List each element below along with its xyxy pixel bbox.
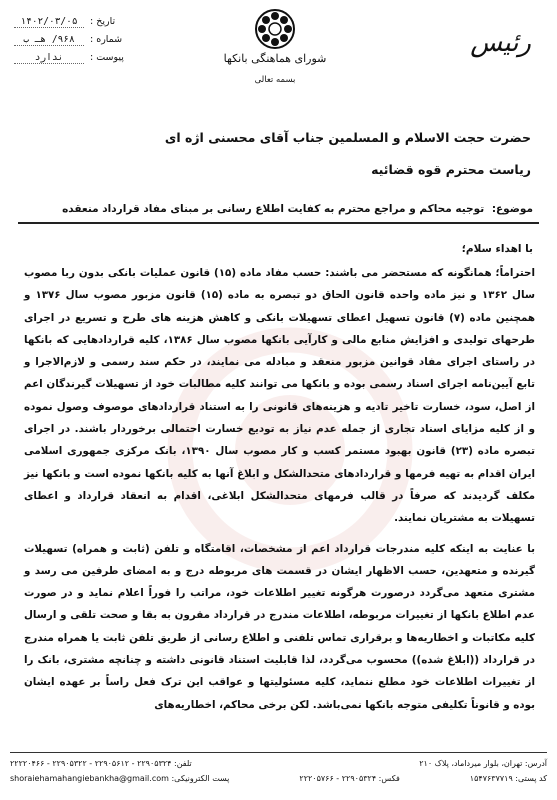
divider <box>18 222 539 224</box>
org-logo-icon <box>254 8 296 50</box>
footer-email[interactable]: shoraiehamahangiebankha@gmail.com <box>10 774 169 783</box>
org-name: شورای هماهنگی بانکها <box>223 52 327 65</box>
addressee-line-2: ریاست محترم قوه قضائیه <box>371 162 531 177</box>
footer-email-label: پست الکترونیکی: <box>171 774 230 783</box>
letter-body <box>24 262 535 716</box>
footer-row-2 <box>10 774 547 783</box>
attachment-label: پیوست : <box>90 52 124 63</box>
date-label: تاریخ : <box>90 16 116 27</box>
number-row <box>14 34 164 46</box>
date-row <box>14 16 164 28</box>
footer-postal: کد پستی: ۱۵۴۷۶۳۷۷۱۹ <box>469 774 547 783</box>
footer-row-1 <box>10 759 547 768</box>
number-value: ۹۶۸/ هـ ب <box>14 34 84 46</box>
salutation: با اهداء سلام؛ <box>461 243 533 255</box>
footer-email-block <box>10 774 229 783</box>
body-paragraph-1: احتراماً؛ همانگونه که مستحضر می باشند: حسب مفاد ماده (۱۵) قانون عملیات بانکی بدون ربا مصوب سال ۱۳۶۲ و نیز ماده واحده قانون الحاق دو تبصره به ماده (۱۵) قانون مزبور مصوب سال ۱۳۷۶ و همچنین ماده (۷) قانون تسهیل اعطای تسهیلات بانکی و کاهش هزینه های طرح و تسریع در اجرای طرحهای تولیدی و افزایش منابع مالی و کارآیی بانکها مصوب سال ۱۳۸۶، کلیه قراردادهایی که بانکها در راستای اجرای مفاد قوانین مزبور منعقد و مبادله می نمایند، در حکم سند رسمی و لازم‌الاجرا و تابع آیین‌نامه اجرای اسناد رسمی بوده و بانکها می توانند کلیه مطالبات خود از تسهیلات گیرندگان اعم از اصل، سود، خسارت تاخیر تادیه و هزینه‌های قانونی را به استناد قراردادهای موصوف وصول نموده و از کلیه مزایای اسناد تجاری از جمله عدم نیاز به تودیع خسارت احتمالی برخوردار باشند. در اجرای تبصره ماده (۲۳) قانون بهبود مستمر کسب و کار مصوب سال ۱۳۹۰، بانک مرکزی جمهوری اسلامی ایران اقدام به تهیه فرمها و قراردادهای متحدالشکل و ابلاغ آنها به کلیه بانکها نموده است و بانکها نیز مکلف گردیدند که صرفاً در قالب فرمهای متحدالشکل ابلاغی، اقدام به انعقاد قرارداد و اعطای تسهیلات به مشتریان نمایند. <box>24 267 536 525</box>
addressee-line-1: حضرت حجت الاسلام و المسلمین جناب آقای محسنی اژه ای <box>164 130 531 145</box>
footer-address: آدرس: تهران، بلوار میرداماد، پلاک ۲۱۰ <box>419 759 547 768</box>
attachment-value: ندارد <box>14 52 84 64</box>
subject-label: موضوع: <box>491 203 533 215</box>
bismillah: بسمه تعالی <box>254 75 296 85</box>
subject-line <box>28 203 533 215</box>
letter-footer <box>10 752 547 789</box>
number-label: شماره : <box>90 34 123 45</box>
body-paragraph-2: با عنایت به اینکه کلیه مندرجات قرارداد اعم از مشخصات، اقامتگاه و تلفن (ثابت و همراه) تسهیلات گیرنده و متعهدین، حسب الاظهار ایشان در قسمت های مربوطه درج و به امضای طرفین می رسد و مشتری متعهد می‌گردد درصورت هرگونه تغییر اطلاعات خود، مراتب را فوراً اعلام نماید و در صورت عدم اطلاع بانکها از تغییرات مربوطه، اطلاعات مندرج در قرارداد مقرون به بقا و صحت تلقی و ارسال کلیه مکاتبات و اخطاریه‌ها و برقراری تماس تلفنی و اطلاع رسانی از طریق تلفن ثابت یا همراه مندرج در قرارداد ((ابلاغ شده)) محسوب می‌گردد، لذا قابلیت استناد قانونی داشته و چنانچه مشتری، بانک را از تغییرات اطلاعات خود مطلع ننماید، کلیه مسئولیتها و عواقب این ترک فعل راساً بر عهده ایشان بوده و قانوناً تکلیفی متوجه بانکها نمی‌باشد. لکن برخی محاکم، اخطاریه‌های <box>24 542 535 711</box>
addressee <box>26 122 531 186</box>
footer-fax: فکس: ۲۲۹۰۵۳۲۴ - ۲۲۲۰۵۷۶۶ <box>299 774 400 783</box>
footer-phone: تلفن: ۲۲۹۰۵۳۲۴ - ۲۲۹۰۵۶۱۲ - ۲۲۹۰۵۳۲۲ - ۲۲۲۲۰۴۶۶ <box>10 759 192 768</box>
date-value: ۱۴۰۲/۰۳/۰۵ <box>14 16 84 28</box>
signature-title: رئیس <box>470 28 531 58</box>
letter-meta <box>14 16 164 70</box>
attachment-row <box>14 52 164 64</box>
org-logo-block <box>205 8 345 85</box>
subject-text: توجیه محاکم و مراجع محترم به کفایت اطلاع رسانی بر مبنای مفاد قرارداد منعقده <box>62 203 485 215</box>
